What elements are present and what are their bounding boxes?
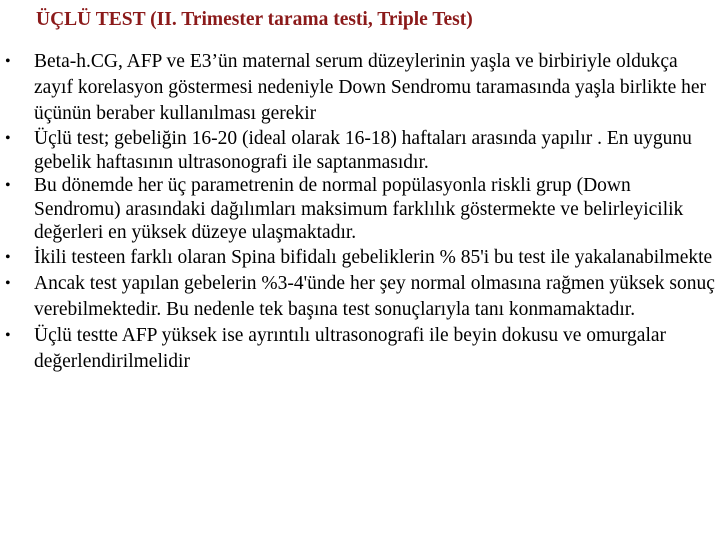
bullet-marker: • [5,248,11,266]
bullet-item [0,127,716,174]
bullet-marker: • [5,274,11,292]
bullet-marker: • [5,130,11,147]
bullet-text: Ancak test yapılan gebelerin %3-4'ünde her şey normal olmasına rağmen yüksek sonuç verebilmektedir. Bu nedenle tek başına test sonuçlarıyla tanı konmamaktadır. [34,272,715,320]
bullet-text: Üçlü testte AFP yüksek ise ayrıntılı ultrasonografi ile beyin dokusu ve omurgalar değerlendirilmelidir [34,324,667,372]
bullet-list [0,49,716,375]
bullet-item [0,245,716,271]
bullet-marker: • [5,177,11,194]
bullet-text: İkili testeen farklı olaran Spina bifidalı gebeliklerin % 85'i bu test ile yakalanabilmekte [34,246,713,268]
bullet-item [0,49,716,127]
bullet-text: Üçlü test; gebeliğin 16-20 (ideal olarak 16-18) haftaları arasında yapılır . En uygunu gebelik haftasının ultrasonografi ile saptanmasıdır. [34,128,692,173]
bullet-marker: • [5,326,11,344]
bullet-text: Bu dönemde her üç parametrenin de normal popülasyonla riskli grup (Down Sendromu) arasındaki dağılımları maksimum farklılık göstermekte ve belirleyicilik değerleri en yüksek düzeye ulaşmaktadır. [34,175,684,243]
bullet-item [0,323,716,375]
bullet-marker: • [5,53,11,70]
bullet-text: Beta-h.CG, AFP ve E3’ün maternal serum düzeylerinin yaşla ve birbiriyle oldukça zayıf korelasyon göstermesi nedeniyle Down Sendromu taramasında yaşla birlikte her üçünün beraber kullanılması gerekir [34,51,707,124]
bullet-item [0,271,716,323]
slide-title: ÜÇLÜ TEST (II. Trimester tarama testi, Triple Test) [36,9,473,30]
bullet-item [0,174,716,245]
